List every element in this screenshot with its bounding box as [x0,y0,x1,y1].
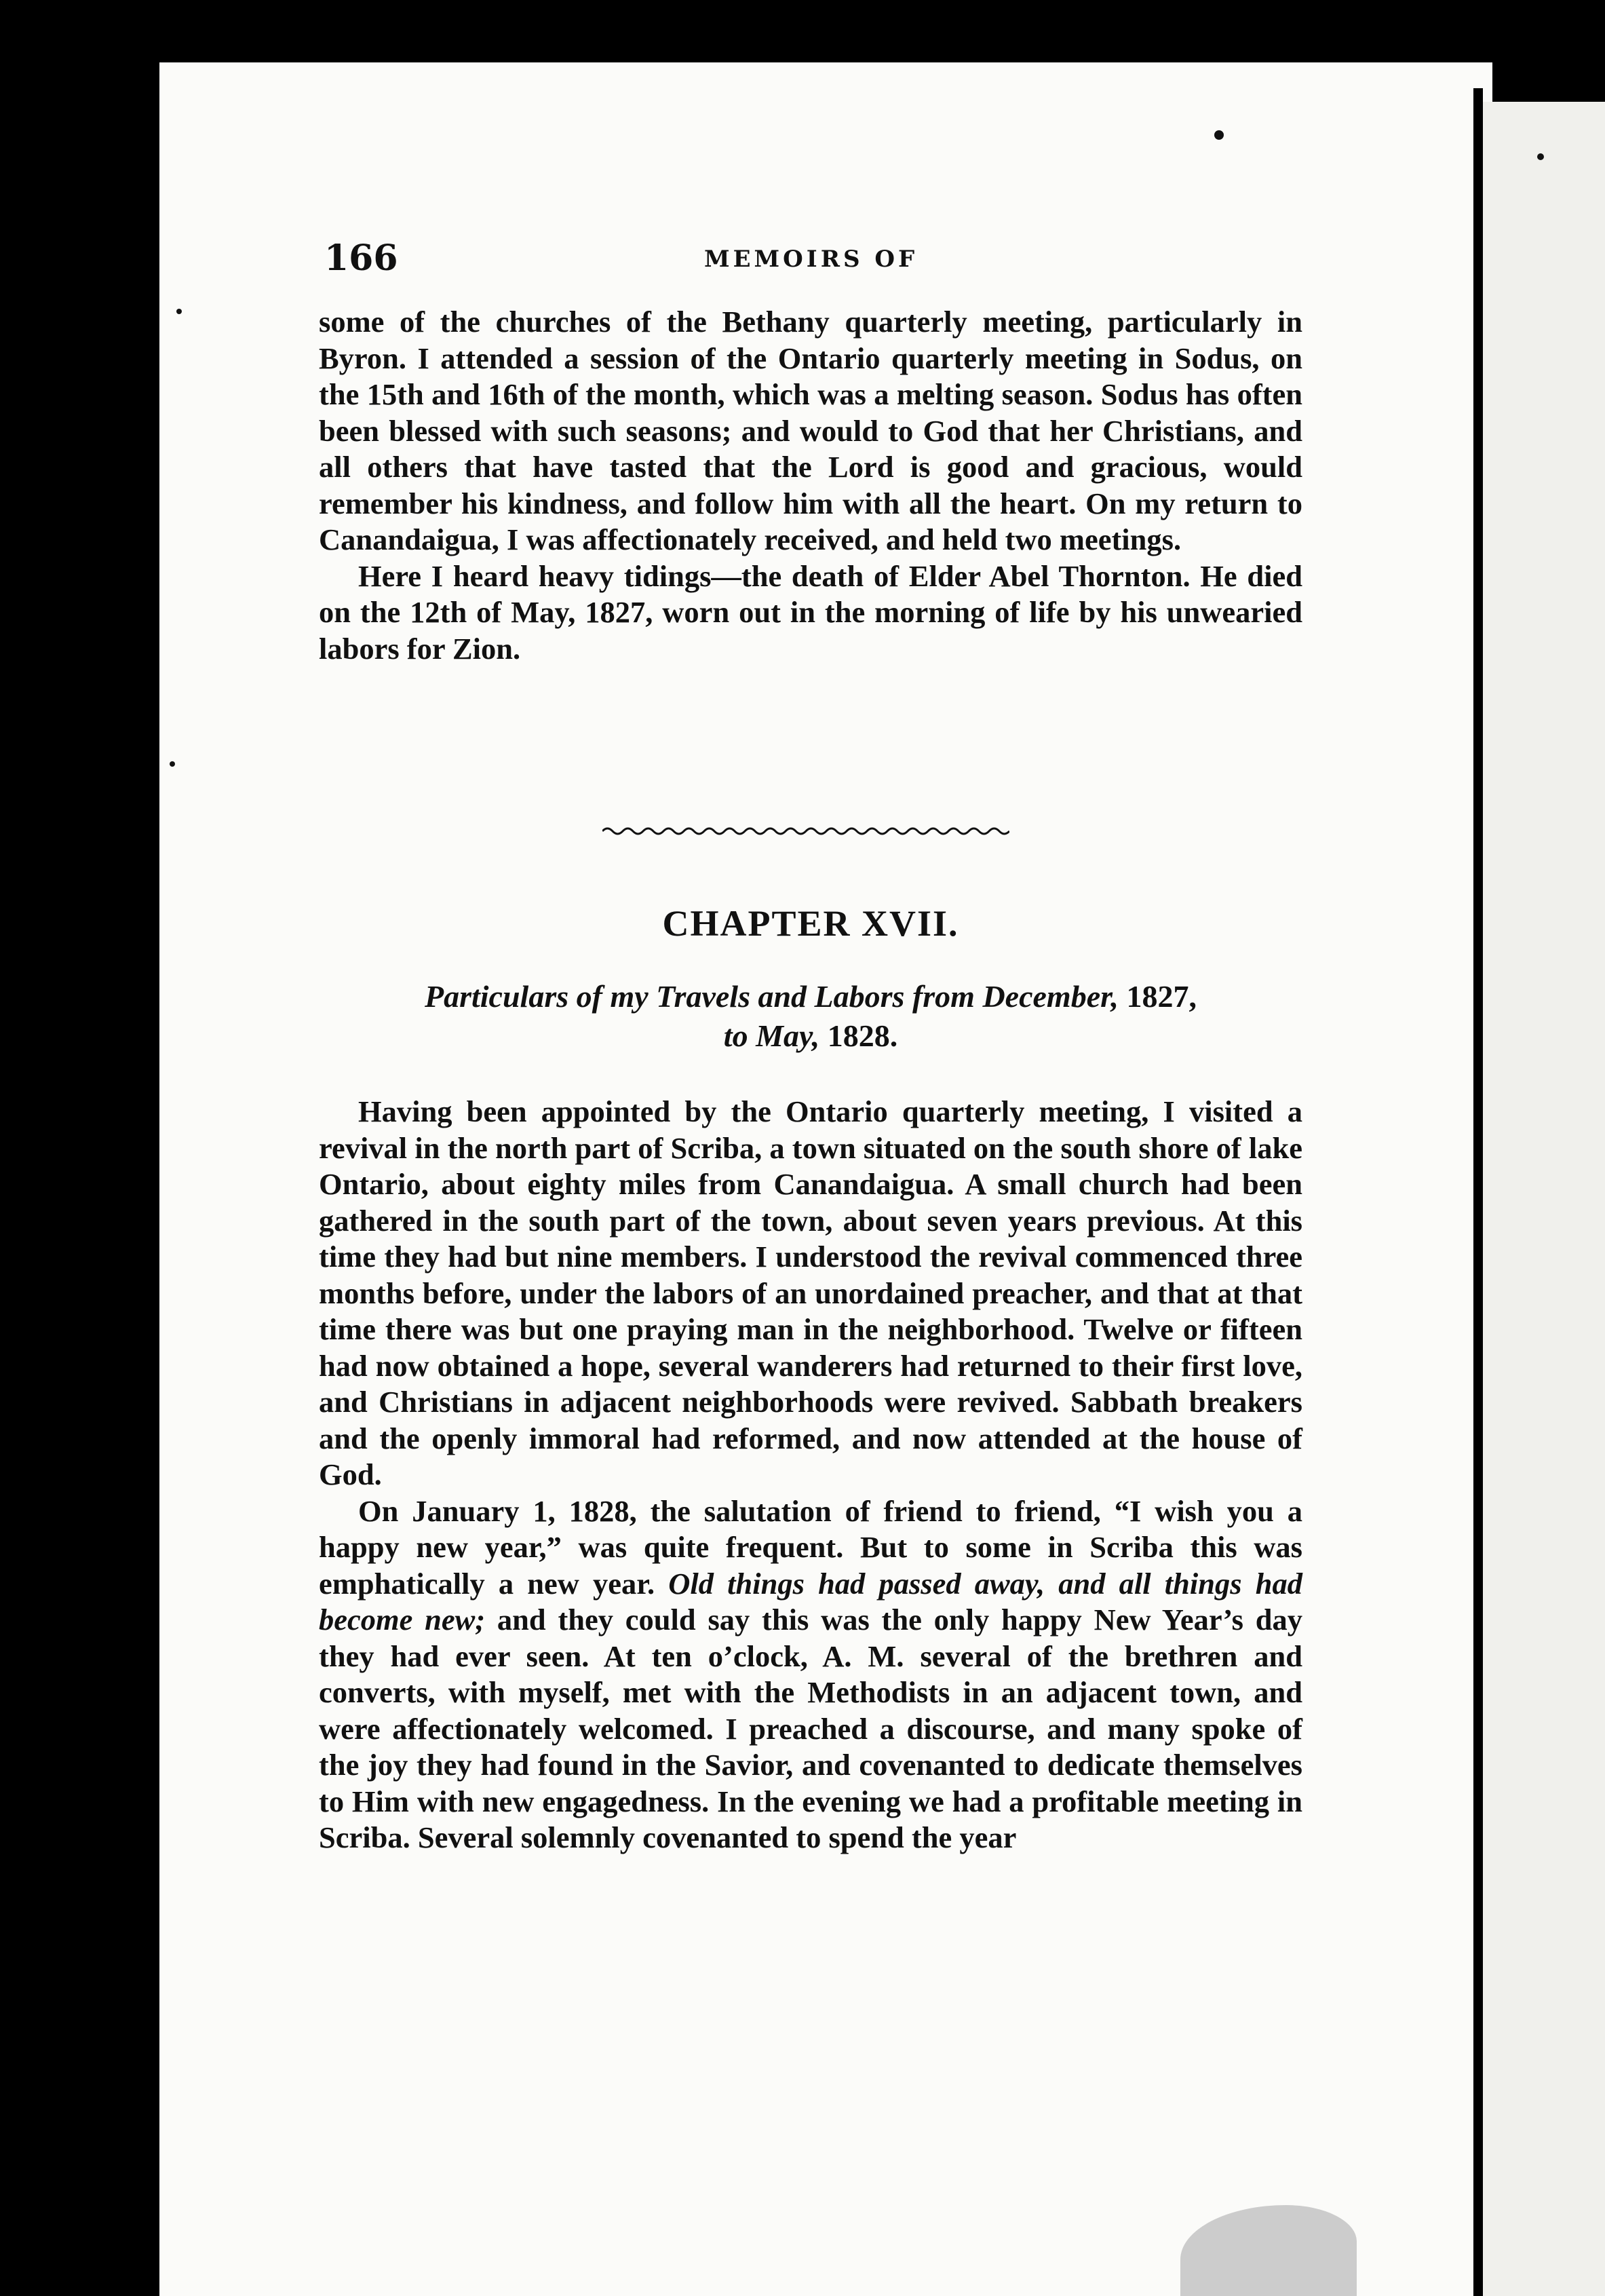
page-gutter-edge [1473,88,1483,2296]
paragraph [319,1493,1302,1856]
ink-speck [1537,153,1544,160]
subtitle-year: 1828. [819,1018,898,1053]
subtitle-line-1 [319,977,1302,1016]
chapter-subtitle [319,977,1302,1056]
facing-page-strip [1483,102,1605,2296]
subtitle-line-2 [319,1016,1302,1056]
paragraph: some of the churches of the Bethany quarterly meeting, particularly in Byron. I attended a session of the Ontario quarterly meeting in Sodus, on the 15th and 16th of the month, which was a melting season. Sodus has often been blessed with such seasons; and would to God that her Christians, and all others that have tasted that the Lord is good and gracious, would remember his kindness, and follow him with all the heart. On my return to Canandaigua, I was affectionately received, and held two meetings. [319,305,1302,556]
paragraph: Having been appointed by the Ontario quarterly meeting, I visited a revival in the north part of Scriba, a town situated on the south shore of lake Ontario, about eighty miles from Canandaigua. A small church had been gathered in the south part of the town, about seven years previous. At this time they had but nine members. I understood the revival commenced three months before, under the labors of an unordained preacher, and that at that time there was but one praying man in the neighborhood. Twelve or fifteen had now obtained a hope, several wanderers had returned to their first love, and Christians in adjacent neighborhoods were revived. Sabbath breakers and the openly immoral had reformed, and now attended at the house of God. [319,1094,1302,1491]
paragraph-italic-text: Old things had passed away, and all things had become new; [319,1566,1302,1637]
section-divider-ornament [602,818,1009,845]
paragraph-text: and they could say this was the only happy New Year’s day they had ever seen. At ten o’clock, A. M. several of the brethren and converts, with myself, met with the Methodists in an adjacent town, and were affectionately welcomed. I preached a discourse, and many spoke of the joy they had found in the Savior, and covenanted to dedicate themselves to Him with new engagedness. In the evening we had a profitable meeting in Scriba. Several solemnly covenanted to spend the year [319,1603,1302,1854]
continued-text [319,304,1302,667]
ink-speck [176,309,182,314]
chapter-title: CHAPTER XVII. [662,903,959,944]
chapter-body [319,1094,1302,1856]
subtitle-italic-text: Particulars of my Travels and Labors from December, [425,979,1119,1014]
subtitle-italic-text: to May, [723,1018,820,1053]
ink-speck [170,761,175,767]
page-number: 166 [324,237,398,279]
paragraph-text: On January 1, 1828, the salutation of friend to friend, “I wish you a happy new year,” was quite frequent. But to some in Scriba this was emphatically a new year. [319,1493,1302,1601]
ink-speck [1214,130,1224,140]
subtitle-year: 1827, [1118,979,1197,1014]
paragraph: Here I heard heavy tidings—the death of Elder Abel Thornton. He died on the 12th of May, 1827, worn out in the morning of life by his unwearied labors for Zion. [319,558,1302,666]
running-head: MEMOIRS OF [704,246,918,273]
page-header [324,237,1308,285]
